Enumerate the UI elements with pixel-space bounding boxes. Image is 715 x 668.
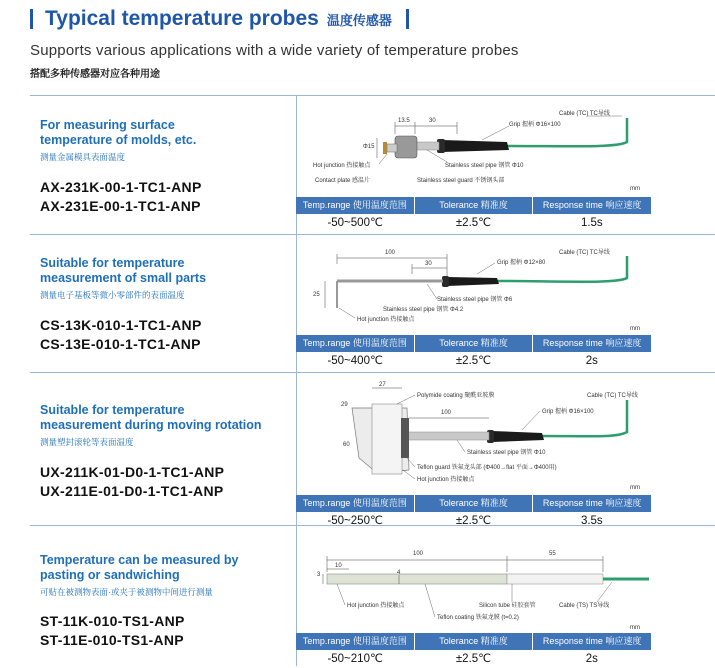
page-subtitle-zh: 搭配多种传感器对应各种用途 xyxy=(30,69,160,80)
tolerance-header: Tolerance 精准度 xyxy=(415,633,534,650)
model-number: AX-231E-00-1-TC1-ANP xyxy=(40,198,201,214)
heading-line: Suitable for temperature xyxy=(40,403,185,417)
pipe-label: Stainless steel pipe 钢管 Φ4.2 xyxy=(383,307,464,313)
header-bar-left xyxy=(30,9,33,29)
tolerance-header: Tolerance 精准度 xyxy=(415,495,534,512)
dimension-label: Φ15 xyxy=(363,144,375,150)
tolerance-header: Tolerance 精准度 xyxy=(415,335,534,352)
probe-diagram xyxy=(297,100,652,196)
model-number: UX-211E-01-D0-1-TC1-ANP xyxy=(40,483,224,499)
spec-table xyxy=(296,197,651,232)
model-number: ST-11K-010-TS1-ANP xyxy=(40,613,185,629)
model-number: UX-211K-01-D0-1-TC1-ANP xyxy=(40,464,225,480)
page-subtitle: Supports various applications with a wide variety of temperature probes xyxy=(30,42,519,59)
probe-diagram xyxy=(297,540,652,632)
section-heading-zh: 测量电子基板等微小零部件的表面温度 xyxy=(40,290,185,300)
unit-label: mm xyxy=(630,186,640,192)
response-value: 1.5s xyxy=(580,217,603,229)
heading-line: Suitable for temperature xyxy=(40,256,185,270)
response-value: 2s xyxy=(585,653,598,665)
divider xyxy=(30,372,715,373)
dimension-label: 30 xyxy=(425,261,432,267)
hot-junction-label: Hot junction 热接触点 xyxy=(313,163,371,169)
section-heading-zh: 测量金属模具表面温度 xyxy=(40,152,126,162)
model-number-list xyxy=(40,612,185,650)
silicon-tube-label: Silicon tube 硅胶套管 xyxy=(479,603,536,609)
model-number: AX-231K-00-1-TC1-ANP xyxy=(40,179,202,195)
tolerance-header: Tolerance 精准度 xyxy=(415,197,534,214)
dimension-label: 100 xyxy=(441,410,452,416)
tolerance-value: ±2.5℃ xyxy=(455,515,492,527)
spec-table xyxy=(296,335,651,370)
probe-diagram xyxy=(297,378,652,494)
response-value: 2s xyxy=(585,355,598,367)
dimension-label: 4 xyxy=(397,570,401,576)
model-number: ST-11E-010-TS1-ANP xyxy=(40,632,184,648)
dimension-label: 25 xyxy=(313,292,320,298)
range-header: Temp.range 使用温度范围 xyxy=(296,197,415,214)
spec-table xyxy=(296,633,651,668)
dimension-label: 100 xyxy=(385,250,396,256)
heading-line: measurement during moving rotation xyxy=(40,418,262,432)
grip-label: Grip 握柄 Φ16×100 xyxy=(509,122,561,128)
page-title-zh: 温度传感器 xyxy=(326,12,392,28)
page-header xyxy=(30,6,409,32)
dimension-label: 27 xyxy=(379,382,386,388)
dimension-label: 3 xyxy=(317,572,321,578)
dimension-label: 29 xyxy=(341,402,348,408)
model-number: CS-13E-010-1-TC1-ANP xyxy=(40,336,201,352)
dimension-label: 60 xyxy=(343,442,350,448)
dimension-label: 55 xyxy=(549,551,556,557)
teflon-guard-label: Teflon guard 铁氟龙头部 (Φ400→flat 平面→Φ400用) xyxy=(417,465,557,471)
cable-label: Cable (TC) TC导线 xyxy=(559,250,610,256)
response-header: Response time 响应速度 xyxy=(542,498,642,508)
page-title: Typical temperature probes xyxy=(45,7,319,30)
tolerance-value: ±2.5℃ xyxy=(455,217,492,229)
cable-label: Cable (TC) TC导线 xyxy=(559,111,610,117)
response-header: Response time 响应速度 xyxy=(542,636,642,646)
heading-line: temperature of molds, etc. xyxy=(40,133,197,147)
model-number-list xyxy=(40,178,202,216)
pipe-label: Stainless steel pipe 钢管 Φ6 xyxy=(437,297,513,303)
hot-junction-label: Hot junction 热接触点 xyxy=(357,317,415,323)
header-bar-right xyxy=(406,9,409,29)
range-value: -50~210℃ xyxy=(327,653,383,665)
spec-table-row xyxy=(296,214,651,232)
range-header: Temp.range 使用温度范围 xyxy=(296,633,415,650)
probe-diagram xyxy=(297,240,652,334)
section-heading xyxy=(40,256,206,286)
teflon-coating-label: Teflon coating 铁氟龙膜 (t=0.2) xyxy=(437,615,519,621)
spec-table-header xyxy=(296,197,651,214)
pipe-label: Stainless steel pipe 钢管 Φ10 xyxy=(445,163,524,169)
spec-table-row xyxy=(296,352,651,370)
heading-line: Temperature can be measured by xyxy=(40,553,239,567)
pipe-label: Stainless steel pipe 钢管 Φ10 xyxy=(467,450,546,456)
unit-label: mm xyxy=(630,625,640,631)
dimension-label: 10 xyxy=(335,563,342,569)
grip-label: Grip 握柄 Φ16×100 xyxy=(542,409,594,415)
polymide-label: Polymide coating 聚酰亚胺膜 xyxy=(417,393,495,399)
hot-junction-label: Hot junction 热接触点 xyxy=(347,603,405,609)
grip-label: Grip 握柄 Φ12×80 xyxy=(497,260,546,266)
divider xyxy=(30,95,715,96)
heading-line: measurement of small parts xyxy=(40,271,207,285)
contact-plate-label: Contact plate 感温片 xyxy=(315,178,371,184)
spec-table xyxy=(296,495,651,530)
section-heading xyxy=(40,403,262,433)
range-value: -50~400℃ xyxy=(327,355,383,367)
section-heading xyxy=(40,553,238,583)
range-header: Temp.range 使用温度范围 xyxy=(296,495,415,512)
response-value: 3.5s xyxy=(580,515,603,527)
cable-label: Cable (TS) TS导线 xyxy=(559,603,610,609)
spec-table-header xyxy=(296,633,651,650)
dimension-label: 13.5 xyxy=(398,118,410,124)
range-value: -50~250℃ xyxy=(327,515,383,527)
dimension-label: 30 xyxy=(429,118,436,124)
tolerance-value: ±2.5℃ xyxy=(455,653,492,665)
cable-label: Cable (TC) TC导线 xyxy=(587,393,638,399)
heading-line: pasting or sandwiching xyxy=(40,568,180,582)
unit-label: mm xyxy=(630,326,640,332)
dimension-label: 100 xyxy=(413,551,424,557)
section-heading xyxy=(40,118,196,148)
tolerance-value: ±2.5℃ xyxy=(455,355,492,367)
range-header: Temp.range 使用温度范围 xyxy=(296,335,415,352)
response-header: Response time 响应速度 xyxy=(542,200,642,210)
section-heading-zh: 可贴在被测物表面·或夹于被测物中间进行测量 xyxy=(40,587,213,597)
response-header: Response time 响应速度 xyxy=(542,338,642,348)
unit-label: mm xyxy=(630,485,640,491)
model-number-list xyxy=(40,316,202,354)
guard-label: Stainless steel guard 不锈钢头部 xyxy=(417,178,505,184)
spec-table-row xyxy=(296,650,651,668)
spec-table-row xyxy=(296,512,651,530)
model-number-list xyxy=(40,463,224,501)
model-number: CS-13K-010-1-TC1-ANP xyxy=(40,317,202,333)
section-heading-zh: 测量塑封滚轮等表面温度 xyxy=(40,437,134,447)
spec-table-header xyxy=(296,495,651,512)
heading-line: For measuring surface xyxy=(40,118,175,132)
spec-table-header xyxy=(296,335,651,352)
range-value: -50~500℃ xyxy=(327,217,383,229)
hot-junction-label: Hot junction 热接触点 xyxy=(417,477,475,483)
divider xyxy=(30,234,715,235)
